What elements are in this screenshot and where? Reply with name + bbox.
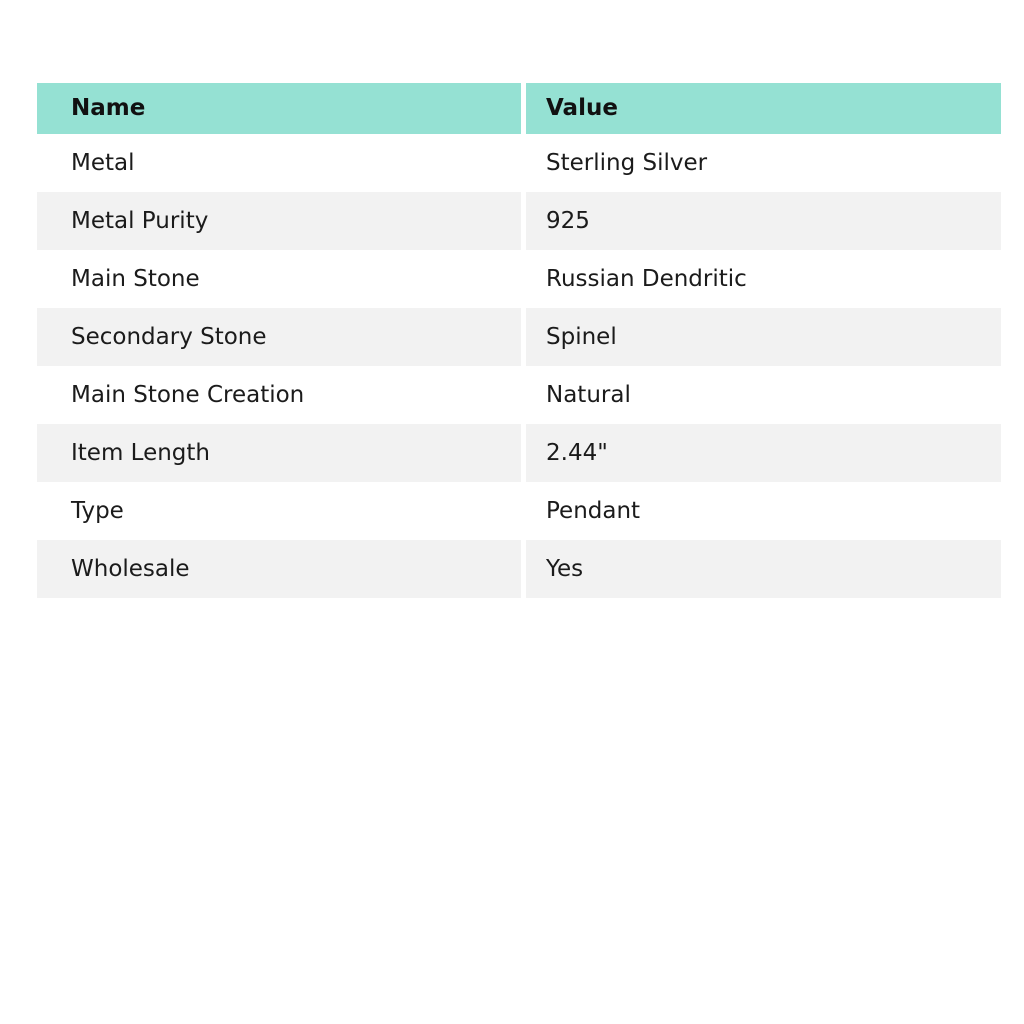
attribute-value: Russian Dendritic	[526, 250, 1001, 308]
table-row-wholesale	[37, 540, 1001, 598]
table-row-metal	[37, 134, 1001, 192]
attribute-name: Main Stone Creation	[37, 366, 521, 424]
table-row-main-stone	[37, 250, 1001, 308]
table-row-item-length	[37, 424, 1001, 482]
attribute-value: 2.44"	[526, 424, 1001, 482]
attribute-name: Metal Purity	[37, 192, 521, 250]
attribute-name: Type	[37, 482, 521, 540]
attribute-value: Yes	[526, 540, 1001, 598]
table-row-metal-purity	[37, 192, 1001, 250]
attribute-value: Natural	[526, 366, 1001, 424]
attribute-name: Secondary Stone	[37, 308, 521, 366]
attribute-name: Metal	[37, 134, 521, 192]
table-row-type	[37, 482, 1001, 540]
attribute-value: 925	[526, 192, 1001, 250]
product-spec-table	[37, 83, 1001, 598]
attribute-name: Main Stone	[37, 250, 521, 308]
table-row-secondary-stone	[37, 308, 1001, 366]
attribute-value: Spinel	[526, 308, 1001, 366]
table-header-row	[37, 83, 1001, 134]
attribute-name: Wholesale	[37, 540, 521, 598]
attribute-value: Pendant	[526, 482, 1001, 540]
table-row-main-stone-creation	[37, 366, 1001, 424]
attribute-name: Item Length	[37, 424, 521, 482]
column-header-value: Value	[526, 83, 1001, 134]
column-header-name: Name	[37, 83, 521, 134]
attribute-value: Sterling Silver	[526, 134, 1001, 192]
